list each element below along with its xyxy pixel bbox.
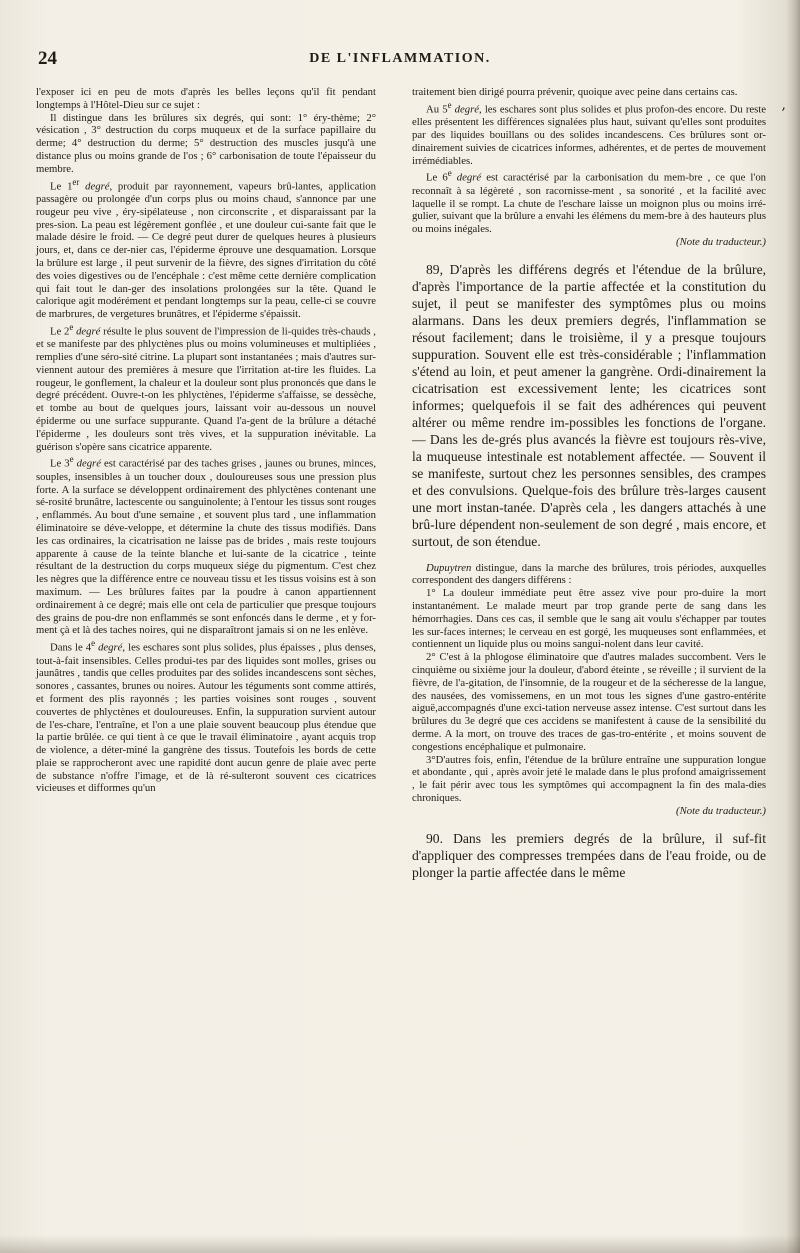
right-column: [412, 86, 766, 881]
paragraph-period-2: 2° C'est à la phlogose éliminatoire que d'autres malades succombent. Vers le cinquième ou sixième jour la douleur, d'abord éteinte , se réveille ; il survient de la fièvre, de l'a-gitation, de l'insomnie, de la rougeur et de la sécheresse de la langue, des nausées, des vomissemens, en un mot tous les signes d'une gastro-entérite aiguë,accompagnés d'une exci-tation nerveuse assez intense. C'est surtout dans les brûlures du 3e degré que ces accidens se manifestent à cause de la sensibilité du derme. A la mort, on trouve des traces de gas-tro-entérite , et moins souvent de congestions encéphalique et pulmonaire.: [412, 651, 766, 753]
paragraph-sixth-degree: Le 6e degré est caractérisé par la carbonisation du mem-bre , ce que l'on reconnaît à sa légèreté , son racornisse-ment , sa sonorité , et la facilité avec laquelle il se rompt. La chute de l'eschare laisse un moignon plus ou moins irré-gulier, suivant que la brûlure a envahi les élémens du mem-bre à des hauteurs plus ou moins inégales.: [412, 168, 767, 236]
paragraph-fifth-degree: Au 5e degré, les eschares sont plus solides et plus profon-des encore. Du reste elles présentent les différences signalées plus haut, suivant qu'elles sont produites par des liquides bouillans ou des solides incandescens. Ces brûlures sont or-dinairement suivies de cicatrices informes, adhérentes, et de pertes de mouvement irrémédiables.: [412, 99, 766, 167]
paragraph-intro: l'exposer ici en peu de mots d'après les belles leçons qu'il fit pendant longtemps à l'Hôtel-Dieu sur ce sujet :: [36, 86, 376, 111]
running-head: DE L'INFLAMMATION.: [309, 51, 491, 66]
paragraph-fourth-degree: Dans le 4e degré, les eschares sont plus solides, plus épaisses , plus denses, tout-à-fait insensibles. Celles produi-tes par des liquides sont molles, grises ou jaunâtres , tandis que celles produites par des solides incandescens sont sèches, sonores , cassantes, brunes ou noires. Autour les téguments sont comme attirés, et forment des plis rayonnés ; les parties voisines sont rouges , souvent couvertes de phlyctènes et douloureuses. Enfin, la suppuration survient autour de l'es-chare, l'entraîne, et l'on a une plaie souvent beaucoup plus étendue que la partie brûlée. ce qui tient à ce que le travail éliminatoire , ayant acquis trop de violence, a déter-miné la gangrène des tissus. Toutefois les bords de cette plaie se rapprocheront avec une rapidité dont aucun genre de plaie avec perte de substance n'offre l'image, et de là ré-sulteront souvent ces cicatrices vicieuses et difformes qu'un: [36, 638, 376, 795]
stray-mark: ,: [781, 97, 786, 113]
paragraph-six-degrees: Il distingue dans les brûlures six degrés, qui sont: 1° éry-thème; 2° vésication , 3° destruction du corps muqueux et de la surface papillaire du derme; 4° destruction du derme; 5° destruction des muscles jusqu'à une distance plus ou moins grande de l'os ; 6° carbonisation de toute l'épaisseur du membre.: [36, 111, 376, 175]
page-number: 24: [38, 48, 57, 69]
paragraph-period-3: 3°D'autres fois, enfin, l'étendue de la brûlure entraîne une suppuration longue et abondante , qui , après avoir jeté le malade dans le plus profond amaigrissement , le fait périr avec tous les symptômes qui accompagnent la fin des mala-dies chroniques.: [412, 753, 766, 805]
translator-note-2: (Note du traducteur.): [676, 804, 766, 817]
page-header: [38, 48, 762, 72]
paragraph-third-degree: Le 3e degré est caractérisé par des taches grises , jaunes ou brunes, minces, souples, insensibles à un toucher doux , douloureuses sous une pression plus forte. A la surface se développent ordinairement des phlyctènes contenant une sé-rosité brunâtre, lactescente ou sanguinolente; à l'entour les tissus sont rouges , enflammés. Au bout d'une semaine , et souvent plus tard , une inflammation éliminatoire se déve-veloppe, et détermine la chute des tissus modifiés. Dans les cas ordinaires, la cicatrisation ne laisse pas de brides , mais reste toujours apparente à cause de la teinte blanche et lui-sante de la cicatrice , teinte résultant de la destruction du corps muqueux siége du pigmentum. C'est chez les nègres que la différence entre ce nouveau tissu et les tissus voisins est à son maximum. — Les brûlures faites par la poudre à canon appartiennent ordinairement à ce degré; mais elle ont cela de particulier que presque toujours des grains de pou-dre non enflammés se sont enfoncés dans le derme , et y for-ment çà et là des taches noires, qui ne disparaîtront jamais si on ne les enlève.: [36, 454, 376, 637]
paragraph-period-1: 1° La douleur immédiate peut être assez vive pour pro-duire la mort instantanément. Le malade meurt par trop grande perte de sang dans les hémorrhagies. Dans ces cas, il semble que le sang ait voulu s'échapper par toutes les sur-faces internes; le cerveau en est gorgé, les muqueuses sont enflammées, et contiennent un liquide plus ou moins sangui-nolent dans leur cavité.: [412, 587, 766, 651]
paragraph-first-degree: Le 1er degré, produit par rayonnement, vapeurs brû-lantes, application passagère ou prolongée d'un corps plus ou moins chaud, s'annonce par une rougeur peu vive , éry-sipélateuse , non circonscrite , et disparaissant par la pres-sion. La peau est légèrement gonflée , et une douleur cui-sante fait que le malade désire le froid. — Ce degré peut durer de quelques heures à plusieurs jours, et, dans ce der-nier cas, l'épiderme éprouve une desquamation. Lorsque la brûlure est large , il peut survenir de la fièvre, des signes d'irritation du côté des voies digestives ou de l'encéphale : c'est même cette dernière complication qui fait tout le dan-ger des insolations prolongées sur la tête. Quand le calorique agit modérément et pendant longtemps sur la peau, celle-ci se couvre de marbrures, de vergetures brunâtres, et l'épiderme s'épaissit.: [36, 176, 376, 321]
paragraph-90: 90. Dans les premiers degrés de la brûlure, il suf-fit d'appliquer des compresses trempées dans de l'eau froide, ou de plonger la partie affectée dans le même: [412, 830, 766, 880]
left-column: [36, 86, 376, 795]
translator-note: (Note du traducteur.): [676, 235, 766, 248]
paragraph-dupuytren: Dupuytren distingue, dans la marche des brûlures, trois périodes, auxquelles correspondent des dangers différens :: [412, 561, 766, 587]
paragraph-second-degree: Le 2e degré résulte le plus souvent de l'impression de li-quides très-chauds , et se manifeste par des phlyctènes plus ou moins volumineuses et multipliées , remplies d'une séro-sité citrine. La plupart sont instantanées ; mais d'autres sur-viennent autour des premières à mesure que l'irritation at-tire les fluides. La rougeur, le gonflement, la chaleur et la douleur sont plus prononcés que dans le degré précédent. Ouvre-t-on les phlyctènes, l'épiderme s'affaisse, se dessèche, et tombe au bout de quelques jours, laissant voir au-dessous un nouvel épiderme ou une surface suppurante. Quand l'a-gent de la brûlure a détaché l'épiderme , les douleurs sont très vives, et la suppuration inévitable. La guérison s'opère sans cicatrice apparente.: [36, 321, 376, 453]
paragraph-continuation: traitement bien dirigé pourra prévenir, quoique avec peine dans certains cas.: [412, 86, 738, 98]
page-bottom-shadow: [0, 1235, 800, 1253]
page-edge-shadow: [786, 0, 800, 1253]
paragraph-89: 89, D'après les différens degrés et l'étendue de la brûlure, d'après l'importance de la partie affectée et la constitution du sujet, il peut se manifester des symptômes plus ou moins alarmans. Dans les deux premiers degrés, l'inflammation se résout facilement; dans le troisième, il y a presque toujours suppuration. Souvent elle est très-considérable ; l'inflammation s'étend au loin, et peut amener la gangrène. Ordi-dinairement la cicatrisation est excessivement lente; les cicatrices sont informes; quelquefois il se fait des adhérences qui peuvent altérer ou même rendre im-possibles les fonctions de l'organe. — Dans les de-grés plus avancés la fièvre est toujours rès-vive, la muqueuse intestinale est notablement affectée. — Souvent il se manifeste, surtout chez les personnes sensibles, des crampes et des convulsions. Quelque-fois des brûlure très-larges causent une mort instan-tanée. D'après cela , les dangers attachés à une brû-lure dépendent non-seulement de son degré , mais encore, et surtout, de son étendue.: [412, 261, 766, 549]
